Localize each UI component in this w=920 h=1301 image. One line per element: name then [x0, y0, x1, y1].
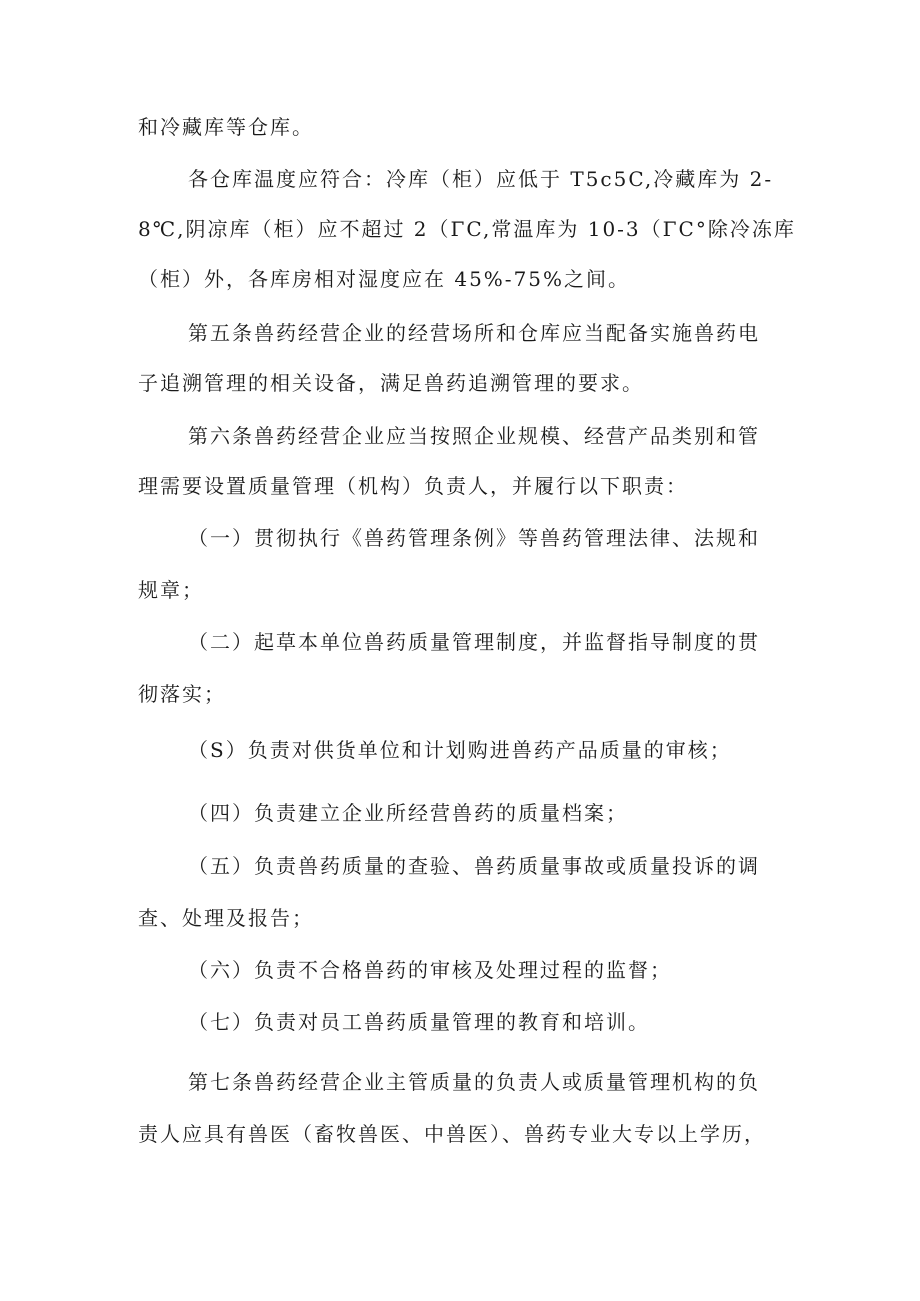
text-line: 8℃,阴凉库（柜）应不超过 2（ΓC,常温库为 10-3（ΓC°除冷冻库 — [138, 217, 796, 241]
text-line: 第六条兽药经营企业应当按照企业规模、经营产品类别和管 — [188, 424, 760, 448]
text-line: （四）负责建立企业所经营兽药的质量档案； — [188, 801, 628, 825]
text-line: 各仓库温度应符合：冷库（柜）应低于 T5c5C,冷藏库为 2- — [188, 167, 774, 191]
text-line: （一）贯彻执行《兽药管理条例》等兽药管理法律、法规和 — [188, 526, 760, 550]
text-line: （S）负责对供货单位和计划购进兽药产品质量的审核； — [188, 738, 732, 762]
text-line: （柜）外，各库房相对湿度应在 45%-75%之间。 — [138, 267, 631, 291]
text-line: 查、处理及报告； — [138, 906, 314, 930]
text-line: 彻落实； — [138, 682, 226, 706]
text-line: （五）负责兽药质量的查验、兽药质量事故或质量投诉的调 — [188, 854, 760, 878]
text-line: 第七条兽药经营企业主管质量的负责人或质量管理机构的负 — [188, 1070, 760, 1094]
text-line: （六）负责不合格兽药的审核及处理过程的监督； — [188, 958, 672, 982]
text-line: （二）起草本单位兽药质量管理制度，并监督指导制度的贯 — [188, 630, 760, 654]
text-line: 子追溯管理的相关设备，满足兽药追溯管理的要求。 — [138, 371, 644, 395]
text-line: （七）负责对员工兽药质量管理的教育和培训。 — [188, 1010, 650, 1034]
text-line: 和冷藏库等仓库。 — [138, 115, 314, 139]
text-line: 第五条兽药经营企业的经营场所和仓库应当配备实施兽药电 — [188, 321, 760, 345]
text-line: 理需要设置质量管理（机构）负责人，并履行以下职责： — [138, 474, 688, 498]
text-line: 规章； — [138, 578, 204, 602]
text-line: 责人应具有兽医（畜牧兽医、中兽医）、兽药专业大专以上学历， — [138, 1122, 766, 1146]
